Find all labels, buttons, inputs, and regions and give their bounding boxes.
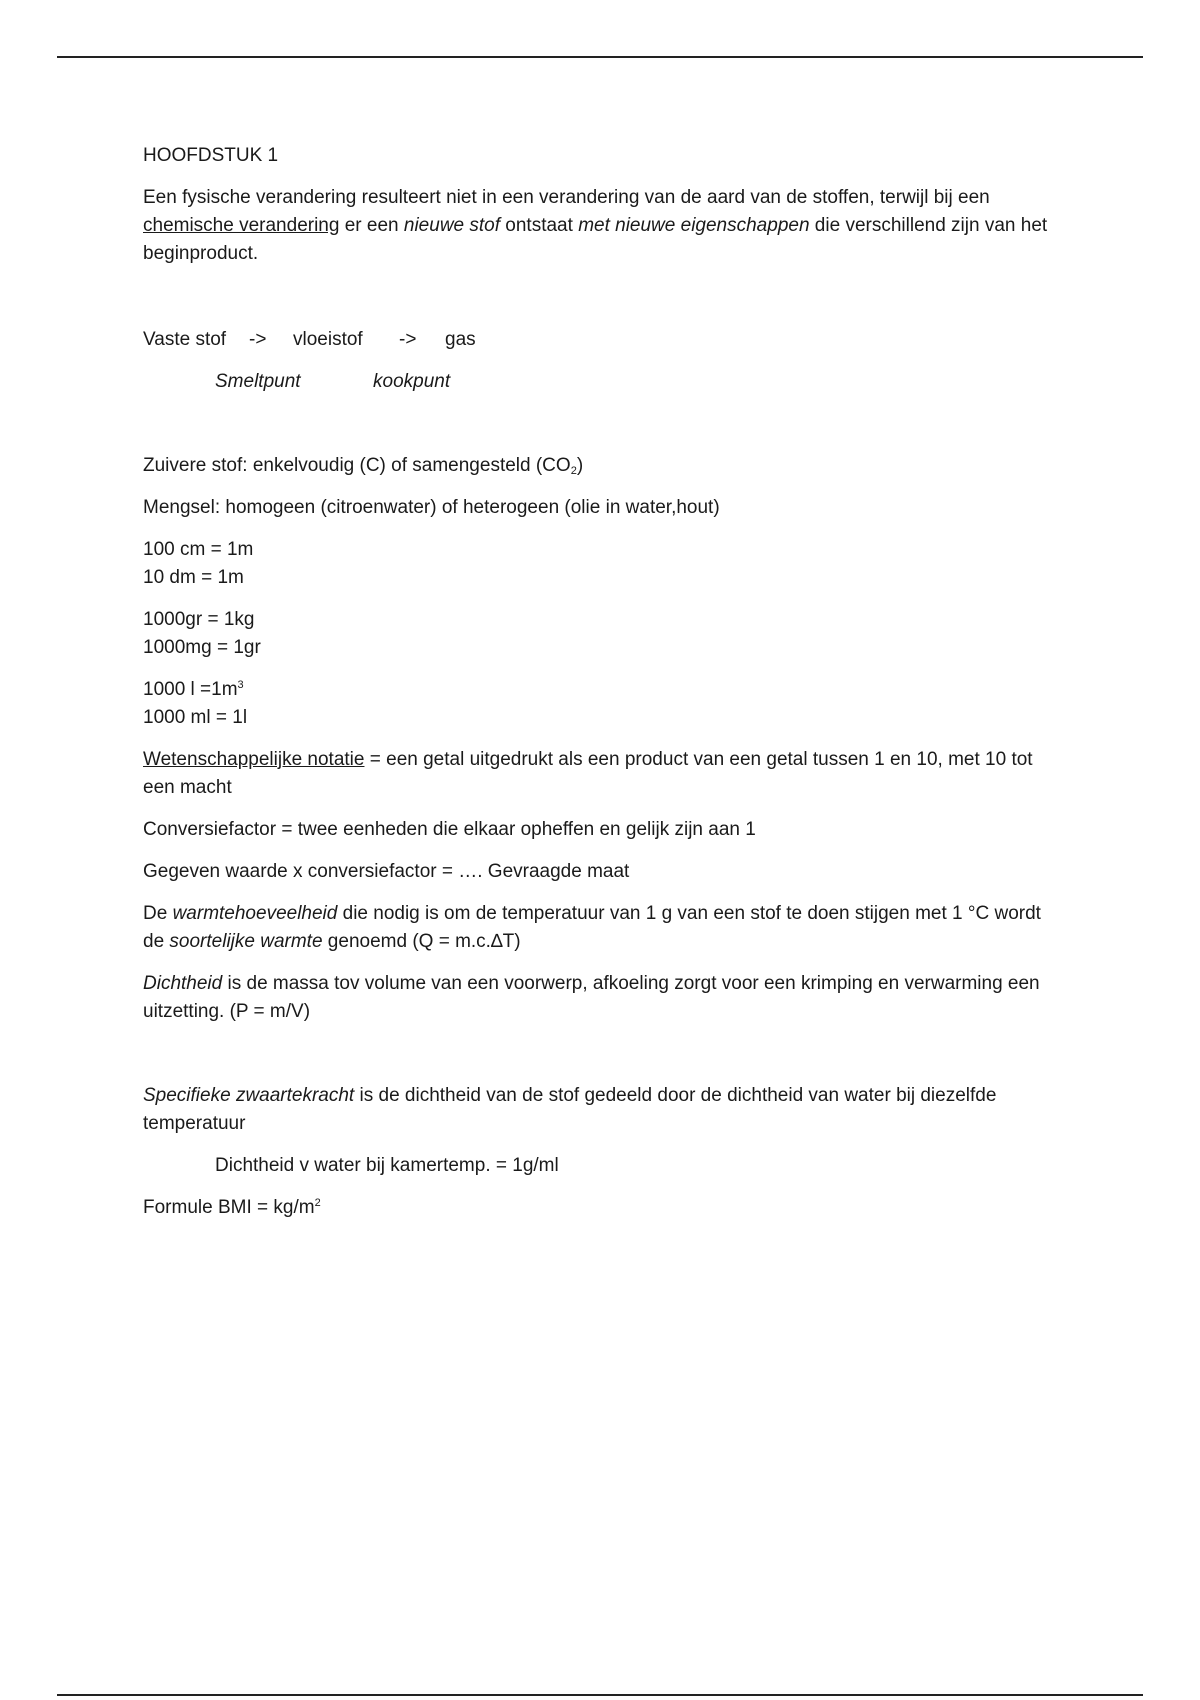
density-paragraph <box>143 970 1063 1026</box>
pure-substance-close: ) <box>576 455 584 476</box>
bmi-text: Formule BMI = kg/m <box>143 1197 315 1218</box>
specific-heat-text-3: genoemd (Q = m.c.∆T) <box>322 931 521 952</box>
chapter-heading: HOOFDSTUK 1 <box>143 145 279 166</box>
arrow-2: -> <box>399 329 417 350</box>
mass-unit-line: 1000gr = 1kg <box>143 609 255 630</box>
length-unit-line: 10 dm = 1m <box>143 567 244 588</box>
length-units-block <box>143 536 1063 592</box>
intro-paragraph <box>143 184 1063 268</box>
new-substance-term: nieuwe stof <box>403 215 501 236</box>
intro-text-3: ontstaat <box>500 215 579 236</box>
volume-unit-line: 1000 ml = 1l <box>143 707 248 728</box>
pure-substance-text: Zuivere stof: enkelvoudig (C) of samengesteld (CO <box>143 455 571 476</box>
mass-units-block <box>143 606 1063 662</box>
mass-unit-line: 1000mg = 1gr <box>143 637 261 658</box>
squared-superscript: 2 <box>314 1197 321 1209</box>
bmi-formula-line <box>143 1194 1063 1222</box>
specific-gravity-term: Specifieke zwaartekracht <box>143 1085 355 1106</box>
length-unit-line: 100 cm = 1m <box>143 539 254 560</box>
new-properties-term: met nieuwe eigenschappen <box>578 215 810 236</box>
states-of-matter-line <box>143 326 1063 354</box>
boiling-point-label: kookpunt <box>373 371 451 392</box>
intro-text-1: Een fysische verandering resulteert niet in een verandering van de aard van de stoffen, terwijl bij een <box>143 187 990 208</box>
specific-heat-text-2: die nodig is om de temperatuur van 1 g van een stof te doen stijgen met 1 °C wordt de <box>143 903 1041 952</box>
intro-text-4: die verschillend zijn van het beginproduct. <box>143 215 1048 264</box>
state-gas: gas <box>445 329 476 350</box>
density-term: Dichtheid <box>143 973 223 994</box>
specific-gravity-text: is de dichtheid van de stof gedeeld door de dichtheid van water bij diezelfde temperatuur <box>143 1085 997 1134</box>
mixture-line: Mengsel: homogeen (citroenwater) of heterogeen (olie in water,hout) <box>143 497 720 518</box>
volume-unit-text: 1000 l =1m <box>143 679 238 700</box>
scientific-notation-term: Wetenschappelijke notatie <box>143 749 365 770</box>
cubic-superscript: 3 <box>237 679 244 691</box>
conversion-factor-line: Conversiefactor = twee eenheden die elkaar opheffen en gelijk zijn aan 1 <box>143 819 756 840</box>
page-body <box>143 142 1063 1236</box>
phase-labels-line <box>143 368 1063 396</box>
heat-quantity-term: warmtehoeveelheid <box>172 903 338 924</box>
volume-units-block <box>143 676 1063 732</box>
given-value-line: Gegeven waarde x conversiefactor = …. Gevraagde maat <box>143 861 630 882</box>
specific-heat-text-1: De <box>143 903 173 924</box>
specific-heat-term: soortelijke warmte <box>169 931 323 952</box>
state-solid: Vaste stof <box>143 329 227 350</box>
co2-subscript: 2 <box>570 465 577 477</box>
density-text: is de massa tov volume van een voorwerp, afkoeling zorgt voor een krimping en verwarming een uitzetting. (P = m/V) <box>143 973 1040 1022</box>
state-liquid: vloeistof <box>293 329 363 350</box>
scientific-notation-text: = een getal uitgedrukt als een product van een getal tussen 1 en 10, met 10 tot een macht <box>143 749 1033 798</box>
footer-rule <box>57 1694 1143 1696</box>
melting-point-label: Smeltpunt <box>215 371 301 392</box>
chemical-change-term: chemische verandering <box>143 215 340 236</box>
specific-heat-paragraph <box>143 900 1063 956</box>
intro-text-2: er een <box>339 215 404 236</box>
water-density-line: Dichtheid v water bij kamertemp. = 1g/ml <box>215 1155 559 1176</box>
specific-gravity-paragraph <box>143 1082 1063 1138</box>
scientific-notation-paragraph <box>143 746 1063 802</box>
pure-substance-line <box>143 452 1063 480</box>
header-rule <box>57 56 1143 58</box>
volume-unit-line <box>143 676 1063 704</box>
arrow-1: -> <box>249 329 267 350</box>
